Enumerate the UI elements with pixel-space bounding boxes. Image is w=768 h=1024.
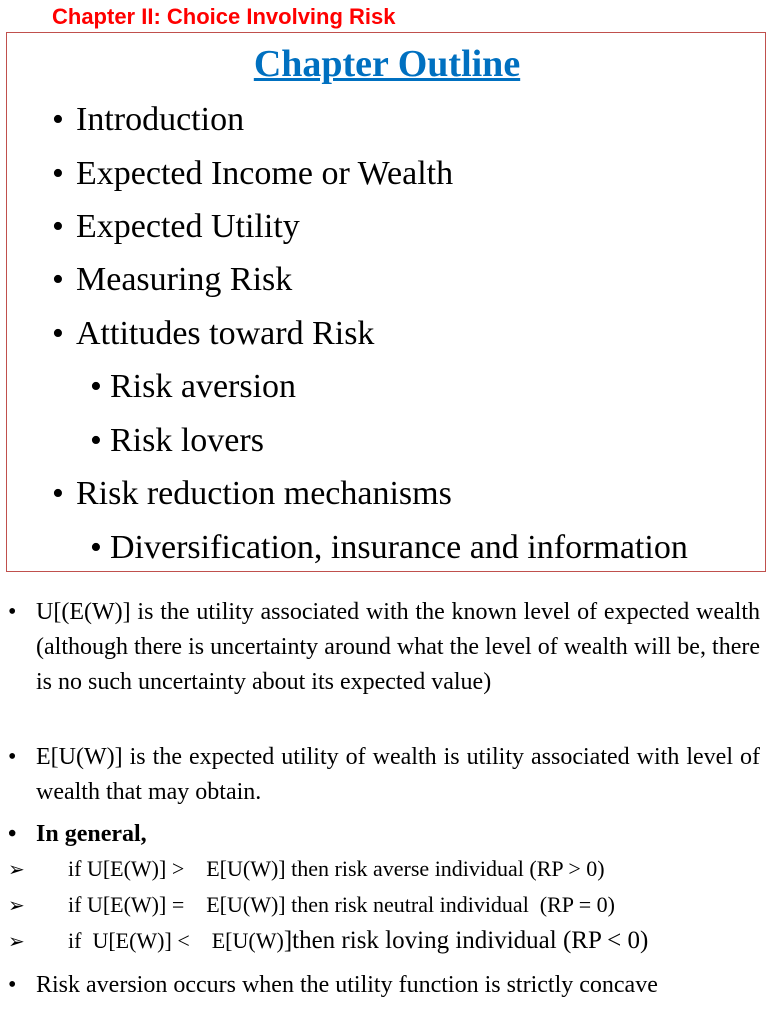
condition-risk-neutral xyxy=(8,892,615,918)
outline-item-risk-reduction xyxy=(52,474,452,514)
bullet: • xyxy=(8,599,17,625)
bullet: • xyxy=(52,315,64,352)
in-general-heading: In general, xyxy=(36,821,147,847)
bullet: • xyxy=(52,155,64,192)
bullet: • xyxy=(8,821,17,847)
condition-text: if U[E(W)] = E[U(W)] then risk neutral individual (RP = 0) xyxy=(68,892,615,917)
outline-item-attitudes xyxy=(52,314,374,354)
paragraph-expected-utility: E[U(W)] is the expected utility of wealth is utility associated with level of wealth that may obtain. xyxy=(36,744,760,805)
bullet: • xyxy=(8,972,17,998)
outline-item-label: Risk reduction mechanisms xyxy=(76,475,452,512)
condition-text: if U[E(W)] > E[U(W)] then risk averse individual (RP > 0) xyxy=(68,856,605,881)
bullet: • xyxy=(90,368,102,405)
outline-title: Chapter Outline xyxy=(253,43,521,85)
outline-item-expected-utility xyxy=(52,207,300,247)
bullet: • xyxy=(52,261,64,298)
paragraph-risk-aversion-concave: Risk aversion occurs when the utility function is strictly concave xyxy=(36,972,658,998)
outline-item-expected-income xyxy=(52,154,453,194)
outline-item-label: Expected Utility xyxy=(76,208,300,245)
bullet: • xyxy=(52,101,64,138)
outline-subitem-risk-lovers xyxy=(90,421,264,461)
bullet: • xyxy=(52,208,64,245)
bullet: • xyxy=(90,422,102,459)
condition-text: if U[E(W)] < E[U(W) xyxy=(68,928,284,953)
bullet: • xyxy=(8,744,17,770)
arrow-bullet-icon: ➢ xyxy=(8,929,25,953)
outline-item-label: Diversification, insurance and information xyxy=(110,529,688,566)
condition-text-large: ]then risk loving individual (RP < 0) xyxy=(283,927,649,954)
paragraph-expected-wealth-utility: U[(E(W)] is the utility associated with the known level of expected wealth (although there is uncertainty around what the level of wealth will be, there is no such uncertainty about its expected value) xyxy=(36,599,760,695)
arrow-bullet-icon: ➢ xyxy=(8,893,25,917)
arrow-bullet-icon: ➢ xyxy=(8,857,25,881)
outline-item-label: Risk aversion xyxy=(110,368,297,405)
condition-risk-loving xyxy=(8,927,648,955)
outline-item-introduction xyxy=(52,100,244,140)
condition-risk-averse xyxy=(8,856,605,882)
outline-item-measuring-risk xyxy=(52,260,292,300)
outline-item-label: Measuring Risk xyxy=(76,261,293,298)
outline-subitem-diversification xyxy=(90,528,688,568)
bullet: • xyxy=(52,475,64,512)
chapter-header: Chapter II: Choice Involving Risk xyxy=(52,4,396,29)
outline-item-label: Expected Income or Wealth xyxy=(76,155,454,192)
outline-item-label: Introduction xyxy=(76,101,245,138)
outline-subitem-risk-aversion xyxy=(90,367,296,407)
outline-item-label: Risk lovers xyxy=(110,422,264,459)
outline-item-label: Attitudes toward Risk xyxy=(76,315,375,352)
bullet: • xyxy=(90,529,102,566)
